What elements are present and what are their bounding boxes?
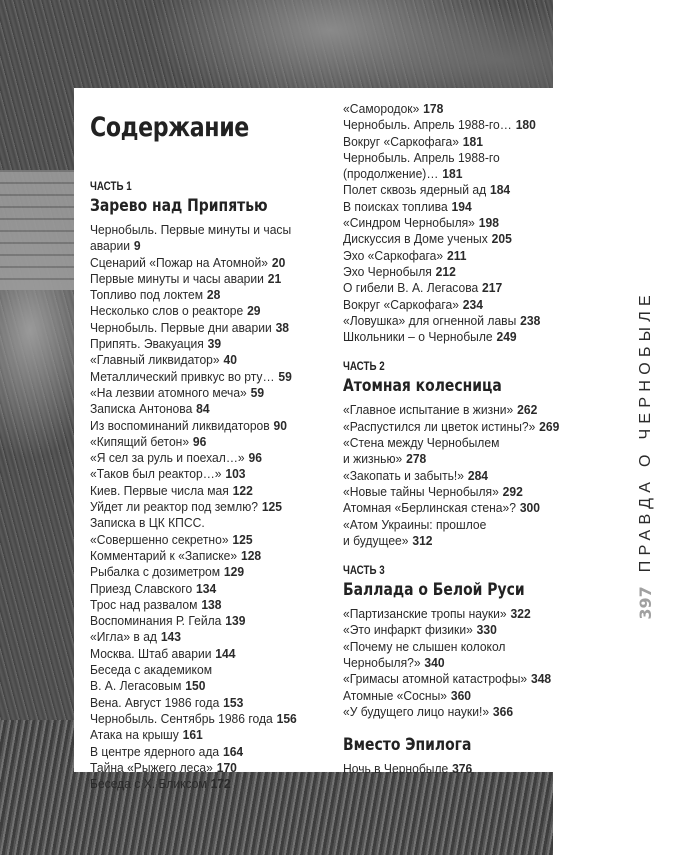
toc-entry [343, 451, 545, 467]
toc-entry-title: Чернобыль. Первые дни аварии [90, 320, 272, 335]
toc-entry-title: и будущее» [343, 533, 409, 548]
toc-entry [90, 352, 316, 368]
toc-entry-title: В центре ядерного ада [90, 744, 220, 759]
toc-entry-title: «Ловушка» для огненной лавы [343, 313, 517, 328]
toc-entry [343, 419, 560, 435]
toc-entry [343, 761, 545, 777]
toc-entry-title: Чернобыля?» [343, 656, 421, 671]
toc-entry-page: 217 [482, 281, 503, 296]
toc-entry-title: «Таков был реактор…» [90, 467, 222, 482]
toc-entry-title: В поисках топлива [343, 199, 448, 214]
toc-entry [90, 597, 316, 613]
toc-entry-title: Тайна «Рыжего леса» [90, 760, 213, 775]
toc-entry-page: 211 [446, 248, 467, 263]
toc-entry-title: и жизнью» [343, 452, 403, 467]
toc-entry-page: 194 [451, 199, 472, 214]
toc-entry-page: 29 [247, 304, 261, 319]
toc-entry-title: «Атом Украины: прошлое [343, 517, 487, 532]
toc-entry-title: Эхо Чернобыля [343, 264, 432, 279]
toc-entry [90, 320, 316, 336]
toc-entry-title: Воспоминания Р. Гейла [90, 614, 222, 629]
toc-entry-page: 129 [223, 565, 245, 580]
toc-entry [90, 662, 316, 678]
toc-entry [90, 434, 316, 450]
background-building [0, 170, 80, 290]
toc-entry-title: Чернобыль. Апрель 1988-го… [343, 118, 512, 133]
toc-entry [343, 150, 545, 166]
toc-entry [343, 134, 545, 150]
toc-entry [90, 303, 316, 319]
toc-entry-title: «Синдром Чернобыля» [343, 216, 475, 231]
page-title: Содержание [90, 112, 249, 143]
toc-entry-page: 125 [232, 532, 253, 547]
toc-entry-title: Москва. Штаб аварии [90, 646, 212, 661]
toc-entry [90, 499, 316, 515]
toc-entry-page: 330 [476, 623, 497, 638]
part-3-label: ЧАСТЬ 3 [343, 565, 385, 578]
toc-entry-page: 38 [275, 320, 290, 335]
part-3-title: Баллада о Белой Руси [343, 580, 525, 601]
toc-entry [90, 418, 316, 434]
toc-entry [343, 182, 545, 198]
toc-entry [343, 166, 545, 182]
toc-entry [90, 466, 316, 482]
toc-entry-title: «Почему не слышен колокол [343, 639, 506, 654]
toc-entry-page: 262 [517, 403, 538, 418]
toc-entry-title: Из воспоминаний ликвидаторов [90, 418, 270, 433]
toc-entry-title: Трос над развалом [90, 597, 198, 612]
toc-entry-title: Дискуссия в Доме ученых [343, 232, 488, 247]
toc-entry [343, 297, 545, 313]
toc-entry [90, 483, 316, 499]
toc-entry [90, 711, 316, 727]
toc-entry-title: Припять. Эвакуация [90, 337, 204, 352]
toc-entry [90, 678, 316, 694]
part-1-title: Зарево над Припятью [90, 196, 268, 216]
toc-entry-title: Приезд Славского [90, 581, 193, 596]
toc-entry [90, 369, 316, 385]
toc-entry [90, 450, 316, 466]
toc-entry-title: «Закопать и забыть!» [343, 468, 465, 483]
toc-entry [90, 271, 316, 287]
toc-entry-page: 96 [248, 451, 262, 466]
toc-entry-page: 198 [478, 216, 499, 231]
toc-entry-page: 178 [423, 102, 444, 116]
toc-entry [90, 401, 316, 417]
toc-entry [90, 695, 316, 711]
toc-entry-title: «Гримасы атомной катастрофы» [343, 672, 528, 687]
toc-entry-page: 300 [519, 501, 540, 516]
toc-entry-title: «Самородок» [343, 102, 420, 116]
toc-entry-page: 84 [196, 402, 210, 417]
toc-entry-page: 234 [462, 297, 483, 312]
toc-entry-page: 172 [210, 777, 231, 792]
toc-entry-page: 238 [520, 313, 541, 328]
toc-entry-page: 292 [502, 484, 523, 499]
toc-entry-title: Комментарий к «Записке» [90, 548, 238, 563]
toc-entry [343, 484, 545, 500]
toc-entry-page: 122 [232, 483, 253, 498]
toc-entry-title: «Партизанские тропы науки» [343, 607, 507, 622]
toc-entry [343, 313, 545, 329]
toc-entry-title: Вокруг «Саркофага» [343, 297, 459, 312]
toc-entry [90, 238, 316, 254]
toc-entry [90, 760, 316, 776]
toc-entry-title: О гибели В. А. Легасова [343, 281, 479, 296]
toc-entry [90, 581, 316, 597]
toc-entry-page: 366 [492, 704, 514, 719]
toc-entry-page: 143 [160, 630, 182, 645]
book-title: ПРАВДА О ЧЕРНОБЫЛЕ [637, 290, 654, 573]
toc-entry-page: 128 [240, 548, 262, 563]
toc-entry-page: 340 [424, 656, 445, 671]
toc-entry-title: Чернобыль. Сентябрь 1986 года [90, 711, 273, 726]
toc-entry-page: 348 [530, 672, 552, 687]
toc-entry [90, 385, 316, 401]
running-head [636, 290, 655, 620]
toc-entry [90, 727, 316, 743]
toc-entry-page: 96 [192, 434, 207, 449]
toc-entry-page: 125 [261, 500, 282, 515]
toc-entry [343, 688, 545, 704]
toc-entry [343, 402, 545, 418]
toc-entry-title: Чернобыль. Апрель 1988-го [343, 150, 500, 165]
toc-entry-title: «Это инфаркт физики» [343, 623, 473, 638]
toc-entry-page: 138 [201, 597, 222, 612]
toc-entry-page: 150 [185, 679, 206, 694]
page-number: 397 [636, 586, 655, 620]
toc-entry [90, 287, 316, 303]
part-1-label: ЧАСТЬ 1 [90, 181, 132, 193]
toc-entry-page: 181 [442, 167, 463, 182]
toc-entry-page: 284 [467, 468, 489, 483]
part-1-continued-list [343, 101, 553, 345]
toc-entry-title: Школьники – о Чернобыле [343, 330, 493, 345]
toc-entry-title: Атомная «Берлинская стена»? [343, 501, 516, 516]
toc-entry [343, 468, 545, 484]
toc-entry-title: «Главное испытание в жизни» [343, 403, 514, 418]
toc-entry-title: Чернобыль. Первые минуты и часы [90, 223, 292, 237]
toc-entry-title: «Игла» в ад [90, 630, 157, 645]
toc-entry-title: «Распустился ли цветок истины?» [343, 419, 536, 434]
toc-entry-title: «Кипящий бетон» [90, 434, 190, 449]
toc-entry [90, 564, 316, 580]
toc-entry-page: 249 [496, 330, 517, 345]
toc-entry-page: 40 [223, 353, 237, 368]
part-2-list [343, 402, 560, 549]
toc-entry [343, 199, 545, 215]
toc-entry-page: 59 [278, 369, 292, 384]
toc-entry-page: 134 [196, 581, 217, 596]
toc-entry [90, 776, 316, 792]
toc-entry-title: Беседа с академиком [90, 663, 213, 678]
toc-entry [343, 704, 545, 720]
toc-entry-page: 184 [489, 183, 511, 198]
toc-entry [90, 548, 316, 564]
toc-entry [343, 517, 545, 533]
toc-entry-page: 205 [491, 232, 512, 247]
toc-entry-page: 180 [515, 118, 536, 133]
toc-entry-title: Эхо «Саркофага» [343, 248, 444, 263]
toc-entry-title: «Новые тайны Чернобыля» [343, 484, 499, 499]
toc-entry-title: Топливо под локтем [90, 288, 204, 303]
toc-entry-page: 360 [450, 688, 472, 703]
toc-entry [90, 646, 316, 662]
toc-entry [90, 255, 316, 271]
contents-column-left [90, 180, 325, 792]
toc-entry-page: 28 [206, 288, 221, 303]
toc-entry [343, 533, 545, 549]
toc-entry-page: 103 [225, 467, 246, 482]
toc-entry-title: «Стена между Чернобылем [343, 436, 500, 451]
toc-entry [90, 532, 316, 548]
contents-column-right [343, 101, 560, 778]
toc-entry-page: 164 [222, 744, 244, 759]
toc-entry-title: Вокруг «Саркофага» [343, 134, 459, 149]
toc-entry-page: 278 [406, 452, 427, 467]
toc-entry [343, 101, 545, 117]
toc-entry [343, 606, 545, 622]
toc-entry [90, 222, 316, 238]
part-2-title: Атомная колесница [343, 376, 502, 397]
toc-entry-page: 139 [225, 614, 246, 629]
toc-entry-page: 181 [462, 134, 483, 149]
toc-entry-title: «Я сел за руль и поехал…» [90, 451, 245, 466]
toc-entry-title: Атомные «Сосны» [343, 688, 448, 703]
toc-entry-title: Полет сквозь ядерный ад [343, 183, 487, 198]
toc-entry-page: 212 [435, 264, 456, 279]
toc-entry-title: Беседа с Х. Бликсом [90, 777, 207, 792]
toc-entry-title: «Главный ликвидатор» [90, 353, 220, 368]
toc-entry-title: аварии [90, 239, 130, 254]
toc-entry [343, 280, 545, 296]
toc-entry-page: 170 [216, 760, 237, 775]
epilogue-list [343, 761, 553, 777]
toc-entry-title: (продолжение)… [343, 167, 439, 182]
toc-entry-page: 39 [207, 337, 222, 352]
toc-entry [90, 336, 316, 352]
toc-entry [343, 671, 552, 687]
toc-entry-page: 21 [267, 271, 282, 286]
toc-entry-title: Уйдет ли реактор под землю? [90, 500, 258, 515]
toc-entry-title: Вена. Август 1986 года [90, 695, 220, 710]
part-1-list [90, 222, 325, 792]
toc-entry-page: 144 [215, 646, 236, 661]
toc-entry [90, 744, 316, 760]
toc-entry [343, 215, 545, 231]
toc-entry [343, 435, 545, 451]
toc-entry [343, 264, 545, 280]
toc-entry-title: Рыбалка с дозиметром [90, 565, 221, 580]
toc-entry [343, 500, 545, 516]
toc-entry [343, 639, 545, 655]
toc-entry-page: 59 [250, 385, 265, 400]
toc-entry-title: «На лезвии атомного меча» [90, 385, 247, 400]
toc-entry-page: 312 [412, 533, 433, 548]
toc-entry-page: 20 [271, 255, 286, 270]
toc-entry-title: В. А. Легасовым [90, 679, 182, 694]
toc-entry [343, 248, 545, 264]
toc-entry [90, 515, 316, 531]
toc-entry [90, 613, 316, 629]
toc-entry-title: Первые минуты и часы аварии [90, 271, 264, 286]
part-2-label: ЧАСТЬ 2 [343, 361, 385, 374]
toc-entry [90, 629, 316, 645]
toc-entry-title: Металлический привкус во рту… [90, 369, 275, 384]
toc-entry-title: Сценарий «Пожар на Атомной» [90, 255, 269, 270]
toc-entry-title: Записка Антонова [90, 402, 193, 417]
toc-entry-page: 156 [276, 711, 297, 726]
toc-entry [343, 655, 545, 671]
toc-entry [343, 329, 545, 345]
toc-entry-page: 161 [182, 728, 203, 743]
toc-entry-title: Ночь в Чернобыле [343, 762, 449, 777]
toc-entry-title: «У будущего лицо науки!» [343, 704, 490, 719]
toc-entry-title: Записка в ЦК КПСС. [90, 516, 205, 531]
toc-entry-title: Несколько слов о реакторе [90, 304, 244, 319]
toc-entry [343, 231, 545, 247]
part-3-list [343, 606, 553, 720]
toc-entry-page: 9 [133, 239, 141, 254]
toc-entry [343, 622, 545, 638]
toc-entry-title: Атака на крышу [90, 728, 179, 743]
toc-entry-title: Киев. Первые числа мая [90, 483, 229, 498]
toc-entry-page: 90 [273, 418, 288, 433]
toc-entry-title: «Совершенно секретно» [90, 532, 229, 547]
toc-entry [343, 117, 545, 133]
epilogue-title: Вместо Эпилога [343, 735, 472, 756]
toc-entry-page: 269 [539, 419, 560, 434]
toc-entry-page: 322 [510, 607, 531, 622]
toc-entry-page: 153 [223, 695, 244, 710]
toc-entry-page: 376 [452, 762, 473, 777]
